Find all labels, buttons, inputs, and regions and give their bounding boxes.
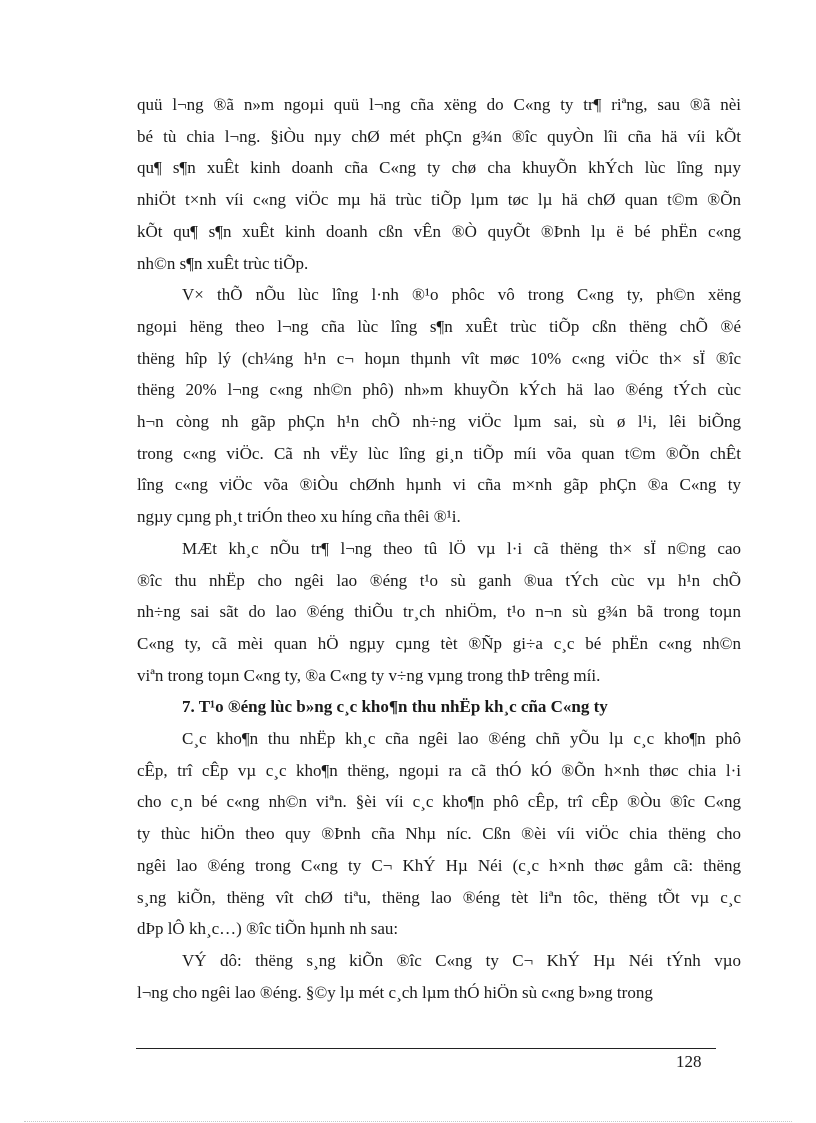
paragraph-line: bé tù chia l¬ng. §iÒu nµy chØ mét phÇn g¾n ®îc quyÒn lîi cña hä víi kÕt [137,126,741,146]
section-heading: 7. T¹o ®éng lùc b»ng c¸c kho¶n thu nhËp kh¸c cña C«ng ty [182,697,608,717]
paragraph-line: ty thùc hiÖn theo quy ®Þnh cña Nhµ níc. Cßn ®èi víi viÖc chia thëng cho [137,824,741,844]
paragraph-line: qu¶ s¶n xuÊt kinh doanh cña C«ng ty chø cha khuyÕn khÝch lùc lîng nµy [137,158,741,178]
footer-rule [136,1048,716,1049]
paragraph-line: kÕt qu¶ s¶n xuÊt kinh doanh cßn vÊn ®Ò quyÕt ®Þnh lµ ë bé phËn c«ng [137,221,741,241]
paragraph-line: dÞp lÔ kh¸c…) ®îc tiÕn hµnh nh sau: [137,919,399,939]
paragraph-line: trong c«ng viÖc. Cã nh vËy lùc lîng gi¸n tiÕp míi võa quan t©m ®Õn chÊt [137,443,741,463]
paragraph-line: cÊp, trî cÊp vµ c¸c kho¶n thëng, ngoµi ra cã thÓ kÓ ®Õn h×nh thøc chia l·i [137,760,741,780]
paragraph-line: ngêi lao ®éng trong C«ng ty C¬ KhÝ Hµ Néi (c¸c h×nh thøc gåm cã: thëng [137,855,741,875]
paragraph-line: h¬n còng nh gãp phÇn h¹n chÕ nh÷ng viÖc lµm sai, sù ø l¹i, lêi biÕng [137,412,741,431]
paragraph-line: thëng 20% l¬ng c«ng nh©n phô) nh»m khuyÕn kÝch hä lao ®éng tÝch cùc [137,380,741,400]
paragraph-line: s¸ng kiÕn, thëng vît chØ tiªu, thëng lao ®éng tèt liªn tôc, thëng tÕt vµ c¸c [137,887,741,907]
page-number: 128 [676,1052,702,1071]
paragraph-line: MÆt kh¸c nÕu tr¶ l¬ng theo tû lÖ vµ l·i cã thëng th× sÏ n©ng cao [182,538,741,558]
paragraph-line: quü l¬ng ®ã n»m ngoµi quü l¬ng cña xëng do C«ng ty tr¶ riªng, sau ®ã nèi [137,95,741,114]
paragraph-line: cho c¸n bé c«ng nh©n viªn. §èi víi c¸c kho¶n phô cÊp, trî cÊp ®Òu ®îc C«ng [137,792,741,812]
paragraph-line: C¸c kho¶n thu nhËp kh¸c cña ngêi lao ®éng chñ yÕu lµ c¸c kho¶n phô [182,729,741,748]
paragraph-line: ngµy cµng ph¸t triÓn theo xu híng cña thêi ®¹i. [137,507,461,527]
paragraph-line: lîng c«ng viÖc võa ®iÒu chØnh hµnh vi cña m×nh gãp phÇn ®a C«ng ty [137,475,741,495]
paragraph-line: ®îc thu nhËp cho ngêi lao ®éng t¹o sù ganh ®ua tÝch cùc vµ h¹n chÕ [137,570,741,590]
paragraph-line: l¬ng cho ngêi lao ®éng. §©y lµ mét c¸ch lµm thÓ hiÖn sù c«ng b»ng trong [137,982,653,1002]
paragraph-line: V× thÕ nÕu lùc lîng l·nh ®¹o phôc vô trong C«ng ty, ph©n xëng [182,285,741,305]
paragraph-line: VÝ dô: thëng s¸ng kiÕn ®îc C«ng ty C¬ KhÝ Hµ Néi tÝnh vµo [182,950,741,970]
paragraph-line: C«ng ty, cã mèi quan hÖ ngµy cµng tèt ®Ñp gi÷a c¸c bé phËn c«ng nh©n [137,633,741,653]
paragraph-line: thëng hîp lý (ch¼ng h¹n c¬ hoµn thµnh vît møc 10% c«ng viÖc th× sÏ ®îc [137,348,741,368]
page-bottom-border [24,1121,792,1122]
paragraph-line: viªn trong toµn C«ng ty, ®a C«ng ty v÷ng vµng trong thÞ trêng míi. [137,665,601,685]
paragraph-line: nhiÖt t×nh víi c«ng viÖc mµ hä trùc tiÕp lµm tøc lµ hä chØ quan t©m ®Õn [137,190,741,210]
paragraph-line: nh÷ng sai sãt do lao ®éng thiÕu tr¸ch nhiÖm, t¹o n¬n sù g¾n bã trong toµn [137,602,741,622]
paragraph-line: ngoµi hëng theo l¬ng cña lùc lîng s¶n xuÊt trùc tiÕp cßn thëng chÕ ®é [137,316,741,336]
paragraph-line: nh©n s¶n xuÊt trùc tiÕp. [137,253,309,273]
